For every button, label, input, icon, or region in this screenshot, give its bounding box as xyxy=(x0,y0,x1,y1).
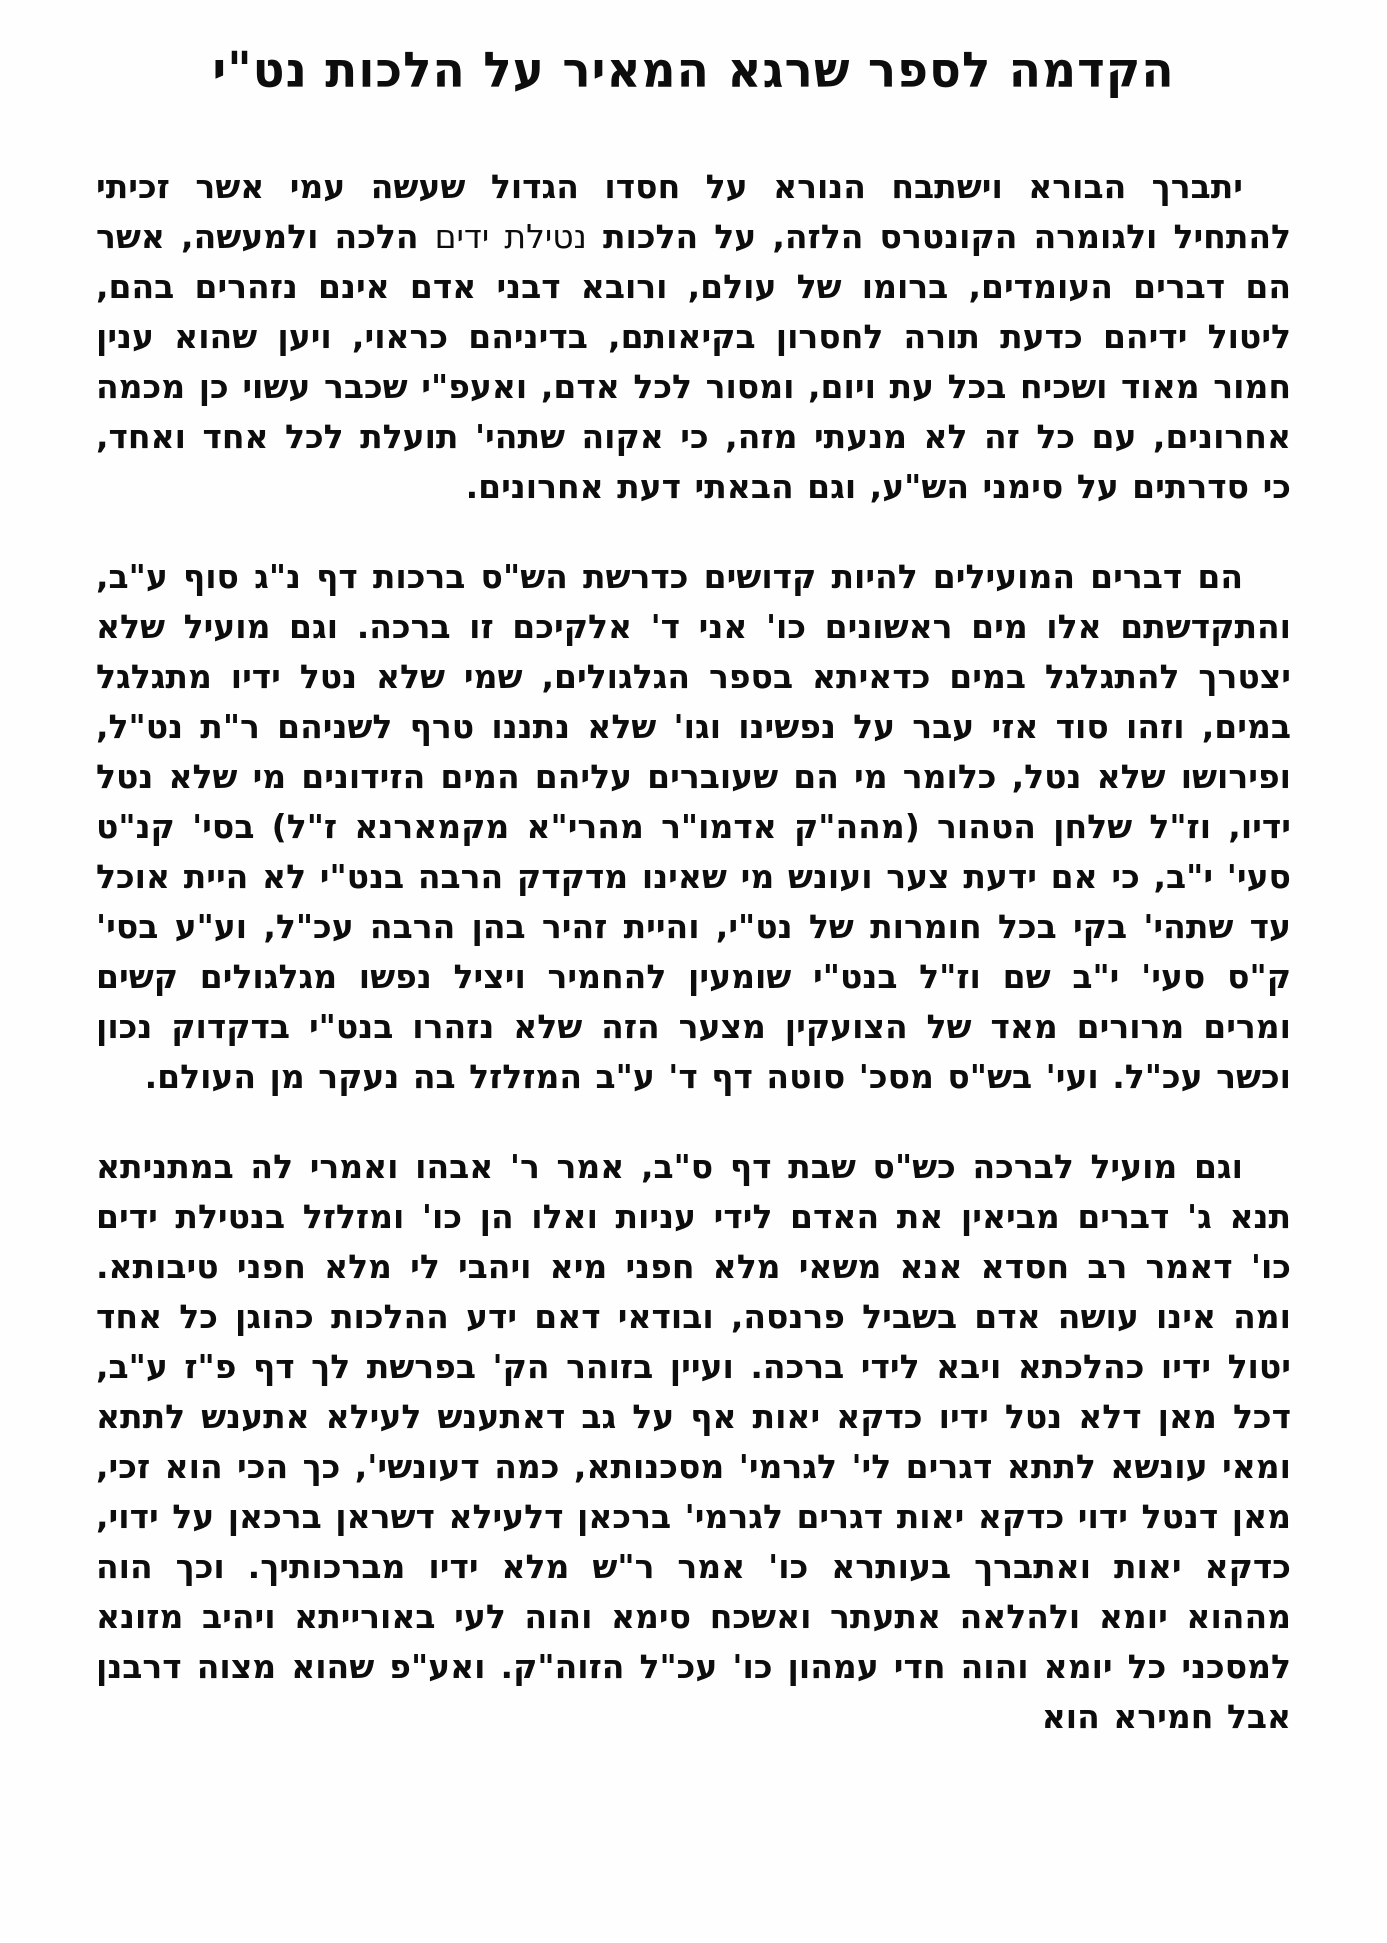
paragraph-1-text-end: הלכה ולמעשה, אשר הם דברים העומדים, ברומו של עולם, ורובא דבני אדם אינם נזהרים בהם, ליטול ידיהם כדעת תורה לחסרון בקיאותם, בדיניהם כראוי, ויען שהוא ענין חמור מאוד ושכיח בכל עת ויום, ומסור לכל אדם, ואעפ"י שכבר עשוי כן מכמה אחרונים, עם כל זה לא מנעתי מזה, כי אקוה שתהי' תועלת לכל אחד ואחד, כי סדרתים על סימני הש"ע, וגם הבאתי דעת אחרונים. xyxy=(96,217,1291,506)
paragraph-1-inset-light-text: נטילת ידים xyxy=(434,217,587,256)
page-title: הקדמה לספר שרגא המאיר על הלכות נט"י xyxy=(212,41,1175,100)
paragraph: הם דברים המועילים להיות קדושים כדרשת הש"ס ברכות דף נ"ג סוף ע"ב, והתקדשתם אלו מים ראשונים כו' אני ד' אלקיכם זו ברכה. וגם מועיל שלא יצטרך להתגלגל במים כדאיתא בספר הגלגולים, שמי שלא נטל ידיו מתגלגל במים, וזהו סוד אזי עבר על נפשינו וגו' שלא נתננו טרף לשניהם ר"ת נט"ל, ופירושו שלא נטל, כלומר מי הם שעוברים עליהם המים הזידונים מי שלא נטל ידיו, וז"ל שלחן הטהור (מהה"ק אדמו"ר מהרי"א מקמארנא ז"ל) בסי' קנ"ט סעי' י"ב, כי אם ידעת צער ועונש מי שאינו מדקדק הרבה בנט"י לא היית אוכל עד שתהי' בקי בכל חומרות של נט"י, והיית זהיר בהן הרבה עכ"ל, וע"ע בסי' ק"ס סעי' י"ב שם וז"ל בנט"י שומעין להחמיר ויציל נפשו מגלגולים קשים ומרים מרורים מאד של הצועקין מצער הזה שלא נזהרו בנט"י בדקדוק נכון וכשר עכ"ל. ועי' בש"ס מסכ' סוטה דף ד' ע"ב המזלזל בה נעקר מן העולם. xyxy=(96,557,1291,1096)
paragraph: וגם מועיל לברכה כש"ס שבת דף ס"ב, אמר ר' אבהו ואמרי לה במתניתא תנא ג' דברים מביאין את האדם לידי עניות ואלו הן כו' ומזלזל בנטילת ידים כו' דאמר רב חסדא אנא משאי מלא חפני מיא ויהבי לי מלא חפני טיבותא. ומה אינו עושה אדם בשביל פרנסה, ובודאי דאם ידע ההלכות כהוגן כל אחד יטול ידיו כהלכתא ויבא לידי ברכה. ועיין בזוהר הק' בפרשת לך דף פ"ז ע"ב, דכל מאן דלא נטל ידיו כדקא יאות אף על גב דאתענש לעילא אתענש לתתא ומאי עונשא לתתא דגרים לי' לגרמי' מסכנותא, כמה דעונשי', כך הכי הוא זכי, מאן דנטל ידוי כדקא יאות דגרים לגרמי' ברכאן דלעילא דשראן ברכאן על ידוי, כדקא יאות ואתברך בעותרא כו' אמר ר"ש מלא ידיו מברכותיך. וכך הוה מההוא יומא ולהלאה אתעתר ואשכח סימא והוה לעי באורייתא ויהיב מזונא למסכני כל יומא והוה חדי עמהון כו' עכ"ל הזוה"ק. ואע"פ שהוא מצוה דרבנן אבל חמירא הוא xyxy=(96,1147,1291,1736)
document-body xyxy=(96,162,1291,1742)
paragraph-1-text-start: יתברך הבורא וישתבח הנורא על חסדו הגדול שעשה עמי אשר זכיתי להתחיל ולגומרה הקונטרס הלזה, על הלכות xyxy=(96,167,1292,256)
paragraph xyxy=(96,162,1291,512)
